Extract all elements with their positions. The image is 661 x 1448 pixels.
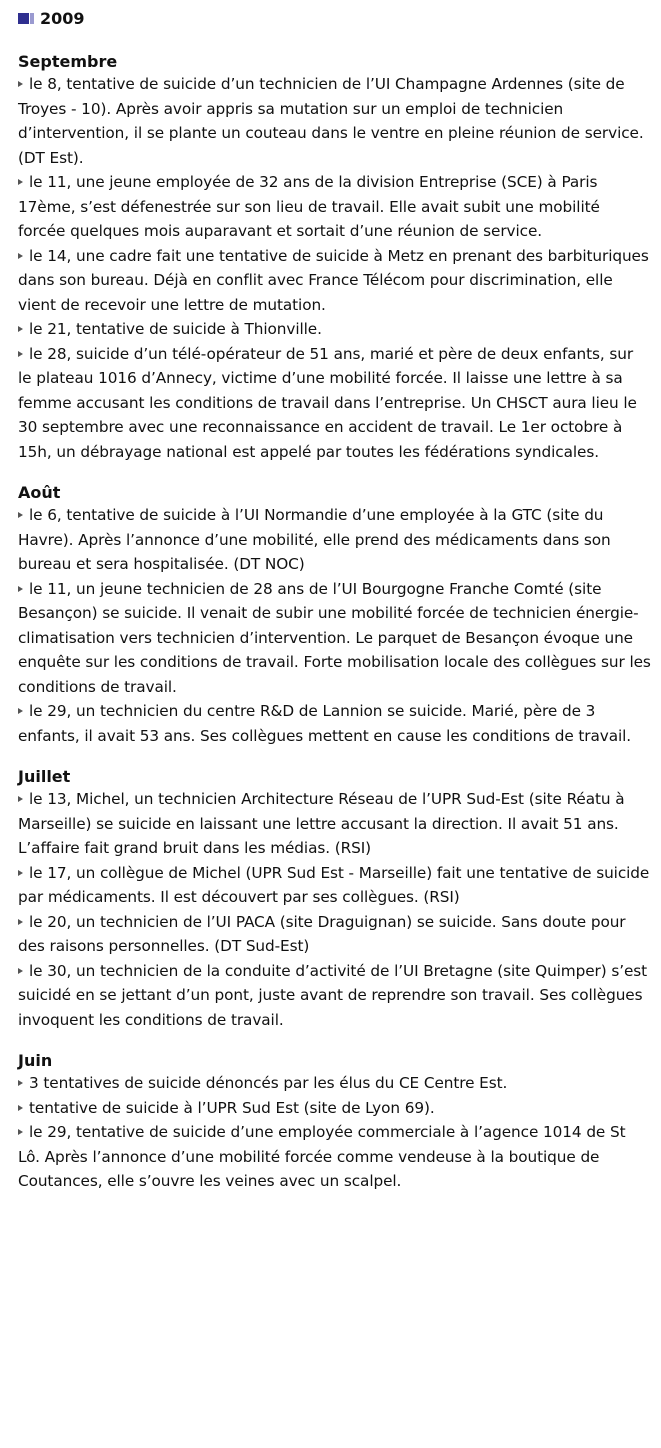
year-header <box>18 6 651 30</box>
list-item <box>18 910 651 959</box>
entry-text: le 8, tentative de suicide d’un technicien de l’UI Champagne Ardennes (site de Troyes - 10). Après avoir appris sa mutation sur un emploi de technicien d’intervention, il se plante un couteau dans le ventre en pleine réunion de service. (DT Est). <box>18 75 644 167</box>
entry-text: le 29, un technicien du centre R&D de Lannion se suicide. Marié, père de 3 enfants, il avait 53 ans. Ses collègues mettent en cause les conditions de travail. <box>18 702 632 745</box>
entry-text: le 20, un technicien de l’UI PACA (site Draguignan) se suicide. Sans doute pour des raisons personnelles. (DT Sud-Est) <box>18 912 626 955</box>
triangle-bullet-icon <box>18 796 23 802</box>
month-section <box>18 1051 651 1194</box>
triangle-bullet-icon <box>18 708 23 714</box>
triangle-bullet-icon <box>18 968 23 974</box>
list-item <box>18 170 651 244</box>
month-title: Juin <box>18 1051 53 1070</box>
entry-text: 3 tentatives de suicide dénoncés par les élus du CE Centre Est. <box>29 1074 508 1092</box>
list-item <box>18 577 651 700</box>
month-section <box>18 767 651 1032</box>
triangle-bullet-icon <box>18 179 23 185</box>
entry-text: le 14, une cadre fait une tentative de suicide à Metz en prenant des barbituriques dans son bureau. Déjà en conflit avec France Télécom pour discrimination, elle vient de recevoir une lettre de mutation. <box>18 246 649 314</box>
triangle-bullet-icon <box>18 1105 23 1111</box>
month-title: Juillet <box>18 767 71 786</box>
triangle-bullet-icon <box>18 870 23 876</box>
entry-text: le 28, suicide d’un télé-opérateur de 51 ans, marié et père de deux enfants, sur le plateau 1016 d’Annecy, victime d’une mobilité forcée. Il laisse une lettre à sa femme accusant les conditions de travail dans l’entreprise. Un CHSCT aura lieu le 30 septembre avec une reconnaissance en accident de travail. Le 1er octobre à 15h, un débrayage national est appelé par toutes les fédérations syndicales. <box>18 344 637 461</box>
triangle-bullet-icon <box>18 81 23 87</box>
list-item <box>18 503 651 577</box>
entry-text: le 13, Michel, un technicien Architecture Réseau de l’UPR Sud-Est (site Réatu à Marseille) se suicide en laissant une lettre accusant la direction. Il avait 51 ans. L’affaire fait grand bruit dans les médias. (RSI) <box>18 790 625 857</box>
month-title: Septembre <box>18 52 118 71</box>
month-title: Août <box>18 483 61 502</box>
entry-text: le 6, tentative de suicide à l’UI Normandie d’une employée à la GTC (site du Havre). Après l’annonce d’une mobilité, elle prend des médicaments dans son bureau et sera hospitalisée. (DT NOC) <box>18 506 611 573</box>
square-bullet-icon <box>18 13 34 24</box>
triangle-bullet-icon <box>18 512 23 518</box>
year-title: 2009 <box>40 8 85 28</box>
list-item <box>18 861 651 910</box>
triangle-bullet-icon <box>18 351 23 357</box>
entry-text: le 21, tentative de suicide à Thionville. <box>29 320 322 338</box>
list-item <box>18 1071 651 1096</box>
list-item <box>18 787 651 861</box>
list-item <box>18 1096 651 1121</box>
month-section <box>18 52 651 464</box>
list-item <box>18 317 651 342</box>
entry-text: le 11, une jeune employée de 32 ans de la division Entreprise (SCE) à Paris 17ème, s’est défenestrée sur son lieu de travail. Elle avait subit une mobilité forcée quelques mois auparavant et sortait d’une réunion de service. <box>18 173 600 240</box>
month-sections <box>18 52 651 1194</box>
entry-text: le 30, un technicien de la conduite d’activité de l’UI Bretagne (site Quimper) s’est suicidé en se jettant d’un pont, juste avant de reprendre son travail. Ses collègues invoquent les conditions de travail. <box>18 961 648 1029</box>
triangle-bullet-icon <box>18 919 23 925</box>
entry-text: le 11, un jeune technicien de 28 ans de l’UI Bourgogne Franche Comté (site Besançon) se suicide. Il venait de subir une mobilité forcée de technicien énergie-climatisation vers technicien d’intervention. Le parquet de Besançon évoque une enquête sur les conditions de travail. Forte mobilisation locale des collègues sur les conditions de travail. <box>18 579 651 696</box>
entry-text: le 29, tentative de suicide d’une employée commerciale à l’agence 1014 de St Lô. Après l’annonce d’une mobilité forcée comme vendeuse à la boutique de Coutances, elle s’ouvre les veines avec un scalpel. <box>18 1123 626 1190</box>
triangle-bullet-icon <box>18 326 23 332</box>
list-item <box>18 699 651 748</box>
triangle-bullet-icon <box>18 1080 23 1086</box>
list-item <box>18 342 651 465</box>
month-section <box>18 483 651 748</box>
triangle-bullet-icon <box>18 1129 23 1135</box>
list-item <box>18 244 651 318</box>
list-item <box>18 959 651 1033</box>
entry-text: tentative de suicide à l’UPR Sud Est (site de Lyon 69). <box>29 1098 435 1117</box>
list-item <box>18 1120 651 1194</box>
triangle-bullet-icon <box>18 253 23 259</box>
entry-text: le 17, un collègue de Michel (UPR Sud Est - Marseille) fait une tentative de suicide par médicaments. Il est découvert par ses collègues. (RSI) <box>18 863 650 906</box>
triangle-bullet-icon <box>18 586 23 592</box>
list-item <box>18 72 651 170</box>
